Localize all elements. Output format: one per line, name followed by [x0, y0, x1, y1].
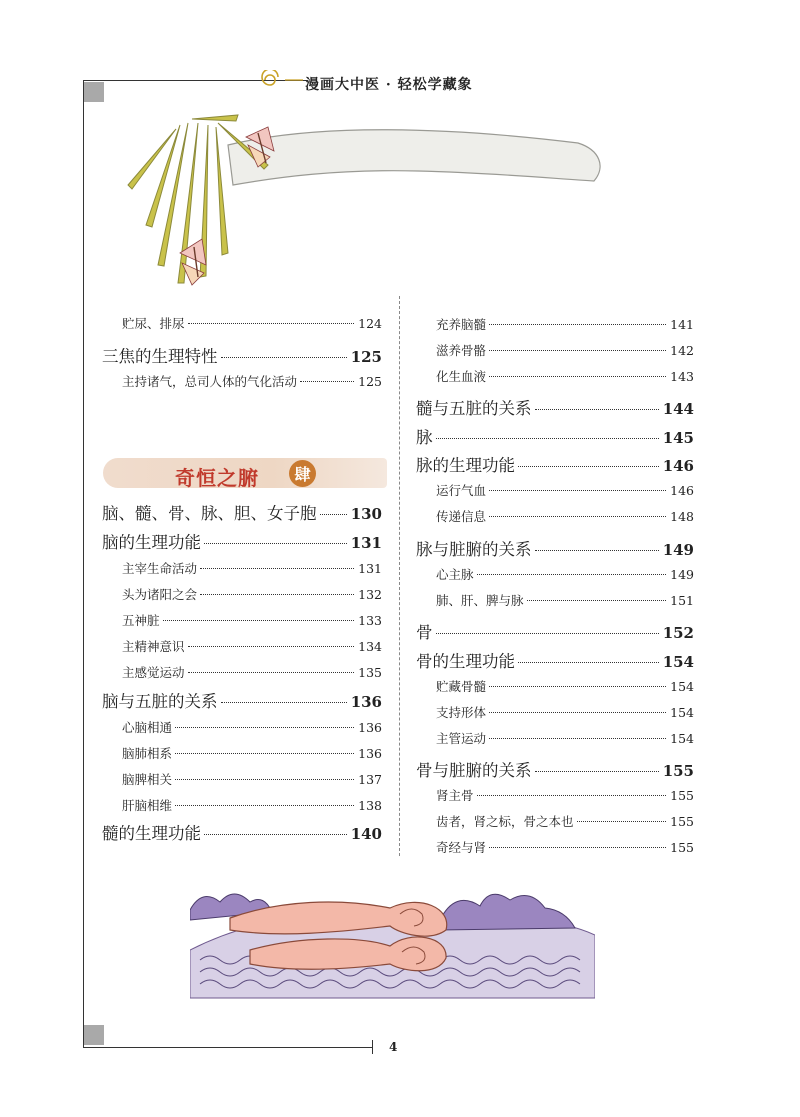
dot-leader — [188, 323, 355, 324]
toc-entry-title: 主感觉运动 — [122, 665, 185, 680]
toc-entry-title: 脉的生理功能 — [416, 456, 515, 475]
dot-leader — [320, 514, 347, 515]
dot-leader — [163, 620, 355, 621]
frame-bottom-rule — [83, 1047, 373, 1048]
toc-entry[interactable] — [436, 481, 694, 499]
toc-entry-title: 肝脑相维 — [122, 798, 173, 813]
dot-leader — [200, 568, 354, 569]
toc-entry[interactable] — [122, 637, 382, 655]
column-divider — [399, 296, 400, 856]
toc-entry-page: 136 — [350, 693, 382, 711]
toc-entry-title: 脑、髓、骨、脉、胆、女子胞 — [102, 504, 317, 523]
bamboo-butterfly-illustration — [118, 105, 608, 300]
toc-entry-title: 支持形体 — [436, 705, 487, 720]
toc-entry-page: 146 — [670, 483, 694, 498]
toc-entry[interactable] — [416, 424, 694, 448]
toc-entry[interactable] — [436, 565, 694, 583]
toc-entry-page: 146 — [662, 457, 694, 475]
toc-entry[interactable] — [102, 343, 382, 367]
dot-leader — [489, 350, 666, 351]
dot-leader — [204, 543, 347, 544]
toc-entry-page: 155 — [670, 788, 694, 803]
toc-entry-page: 155 — [670, 814, 694, 829]
toc-entry-title: 五神脏 — [122, 613, 160, 628]
toc-entry[interactable] — [436, 341, 694, 359]
toc-entry-page: 141 — [670, 317, 694, 332]
dot-leader — [489, 847, 666, 848]
toc-entry-page: 135 — [358, 665, 382, 680]
toc-entry[interactable] — [416, 452, 694, 476]
toc-entry[interactable] — [122, 314, 382, 332]
toc-entry-title: 传递信息 — [436, 509, 487, 524]
toc-entry-title: 脉与脏腑的关系 — [416, 540, 532, 559]
toc-entry[interactable] — [416, 619, 694, 643]
toc-entry[interactable] — [436, 786, 694, 804]
toc-entry[interactable] — [436, 729, 694, 747]
toc-entry-page: 136 — [358, 720, 382, 735]
toc-entry-page: 131 — [350, 534, 382, 552]
toc-entry-page: 125 — [350, 348, 382, 366]
toc-entry-page: 149 — [662, 541, 694, 559]
toc-entry-title: 化生血液 — [436, 369, 487, 384]
toc-entry-page: 138 — [358, 798, 382, 813]
toc-entry-page: 151 — [670, 593, 694, 608]
toc-entry-page: 124 — [358, 316, 382, 331]
toc-entry[interactable] — [436, 677, 694, 695]
toc-entry-title: 髓与五脏的关系 — [416, 399, 532, 418]
toc-entry[interactable] — [122, 770, 382, 788]
toc-entry-page: 154 — [662, 653, 694, 671]
toc-entry-title: 脑的生理功能 — [102, 533, 201, 552]
toc-entry-page: 148 — [670, 509, 694, 524]
toc-entry[interactable] — [122, 796, 382, 814]
toc-entry-title: 贮尿、排尿 — [122, 316, 185, 331]
toc-entry-title: 骨与脏腑的关系 — [416, 761, 532, 780]
dot-leader — [489, 686, 666, 687]
toc-entry-page: 134 — [358, 639, 382, 654]
dot-leader — [518, 466, 659, 467]
toc-entry-title: 充养脑髓 — [436, 317, 487, 332]
header-title: 漫画大中医 · 轻松学藏象 — [305, 77, 473, 93]
toc-entry-title: 主宰生命活动 — [122, 561, 198, 576]
bottom-tick — [372, 1040, 373, 1054]
toc-entry-title: 主管运动 — [436, 731, 487, 746]
dot-leader — [535, 550, 659, 551]
dot-leader — [204, 834, 347, 835]
dot-leader — [200, 594, 354, 595]
dot-leader — [489, 516, 666, 517]
toc-entry-title: 滋养骨骼 — [436, 343, 487, 358]
toc-entry[interactable] — [122, 611, 382, 629]
toc-entry-title: 贮藏骨髓 — [436, 679, 487, 694]
dot-leader — [518, 662, 659, 663]
toc-entry[interactable] — [416, 536, 694, 560]
dot-leader — [175, 779, 354, 780]
toc-entry-title: 齿者，肾之标，骨之本也 — [436, 814, 574, 829]
toc-entry-page: 149 — [670, 567, 694, 582]
toc-entry[interactable] — [122, 744, 382, 762]
toc-entry-page: 142 — [670, 343, 694, 358]
toc-entry-page: 140 — [350, 825, 382, 843]
toc-entry-page: 143 — [670, 369, 694, 384]
toc-entry[interactable] — [102, 500, 382, 524]
dot-leader — [175, 805, 354, 806]
toc-entry-title: 主精神意识 — [122, 639, 185, 654]
toc-entry-page: 125 — [358, 374, 382, 389]
toc-entry[interactable] — [122, 372, 382, 390]
toc-entry[interactable] — [436, 367, 694, 385]
toc-entry-title: 心脑相通 — [122, 720, 173, 735]
toc-entry[interactable] — [436, 812, 694, 830]
dot-leader — [477, 574, 667, 575]
toc-entry-title: 脉 — [416, 428, 433, 447]
page-number: 4 — [389, 1040, 398, 1054]
toc-entry-page: 155 — [670, 840, 694, 855]
toc-entry-title: 骨的生理功能 — [416, 652, 515, 671]
cloud-wave-illustration — [190, 880, 595, 1000]
toc-entry-page: 130 — [350, 505, 382, 523]
toc-entry-title: 主持诸气，总司人体的气化活动 — [122, 374, 298, 389]
dot-leader — [477, 795, 667, 796]
toc-entry[interactable] — [436, 507, 694, 525]
toc-entry[interactable] — [436, 838, 694, 856]
dot-leader — [188, 646, 355, 647]
section-title: 奇恒之腑 — [175, 466, 259, 490]
dot-leader — [489, 324, 666, 325]
section-badge: 肆 — [289, 460, 316, 487]
dot-leader — [489, 738, 666, 739]
toc-entry-page: 152 — [662, 624, 694, 642]
toc-entry-title: 头为诸阳之会 — [122, 587, 198, 602]
toc-entry[interactable] — [122, 718, 382, 736]
dot-leader — [436, 438, 659, 439]
dot-leader — [489, 490, 666, 491]
corner-square-top — [84, 82, 104, 102]
dot-leader — [489, 376, 666, 377]
toc-entry-page: 136 — [358, 746, 382, 761]
dot-leader — [436, 633, 659, 634]
toc-entry-page: 154 — [670, 705, 694, 720]
toc-entry[interactable] — [436, 703, 694, 721]
toc-entry-page: 131 — [358, 561, 382, 576]
toc-entry-page: 155 — [662, 762, 694, 780]
toc-entry-page: 137 — [358, 772, 382, 787]
toc-entry[interactable] — [416, 648, 694, 672]
toc-entry-title: 脑与五脏的关系 — [102, 692, 218, 711]
dot-leader — [175, 753, 354, 754]
toc-entry-page: 154 — [670, 731, 694, 746]
toc-entry[interactable] — [122, 663, 382, 681]
toc-entry-title: 髓的生理功能 — [102, 824, 201, 843]
toc-entry-title: 脑脾相关 — [122, 772, 173, 787]
toc-entry-page: 133 — [358, 613, 382, 628]
dot-leader — [489, 712, 666, 713]
dot-leader — [300, 381, 354, 382]
dot-leader — [535, 409, 659, 410]
corner-square-bottom — [84, 1025, 104, 1045]
toc-entry[interactable] — [122, 585, 382, 603]
toc-entry-title: 奇经与肾 — [436, 840, 487, 855]
frame-left-rule — [83, 80, 84, 1048]
toc-entry[interactable] — [102, 529, 382, 553]
toc-entry-title: 脑肺相系 — [122, 746, 173, 761]
toc-entry[interactable] — [436, 315, 694, 333]
toc-entry-page: 132 — [358, 587, 382, 602]
toc-entry-title: 肺、肝、脾与脉 — [436, 593, 524, 608]
toc-entry-page: 154 — [670, 679, 694, 694]
toc-entry[interactable] — [436, 591, 694, 609]
toc-entry-title: 三焦的生理特性 — [102, 347, 218, 366]
toc-entry-title: 肾主骨 — [436, 788, 474, 803]
dot-leader — [188, 672, 355, 673]
dot-leader — [221, 357, 347, 358]
swirl-ornament-icon — [255, 70, 303, 90]
toc-entry-title: 骨 — [416, 623, 433, 642]
toc-entry[interactable] — [122, 559, 382, 577]
dot-leader — [577, 821, 667, 822]
toc-entry[interactable] — [416, 757, 694, 781]
toc-entry-page: 145 — [662, 429, 694, 447]
toc-entry-title: 心主脉 — [436, 567, 474, 582]
dot-leader — [527, 600, 667, 601]
toc-entry[interactable] — [102, 820, 382, 844]
toc-entry[interactable] — [102, 688, 382, 712]
dot-leader — [221, 702, 347, 703]
dot-leader — [175, 727, 354, 728]
toc-entry-page: 144 — [662, 400, 694, 418]
toc-entry[interactable] — [416, 395, 694, 419]
dot-leader — [535, 771, 659, 772]
toc-entry-title: 运行气血 — [436, 483, 487, 498]
